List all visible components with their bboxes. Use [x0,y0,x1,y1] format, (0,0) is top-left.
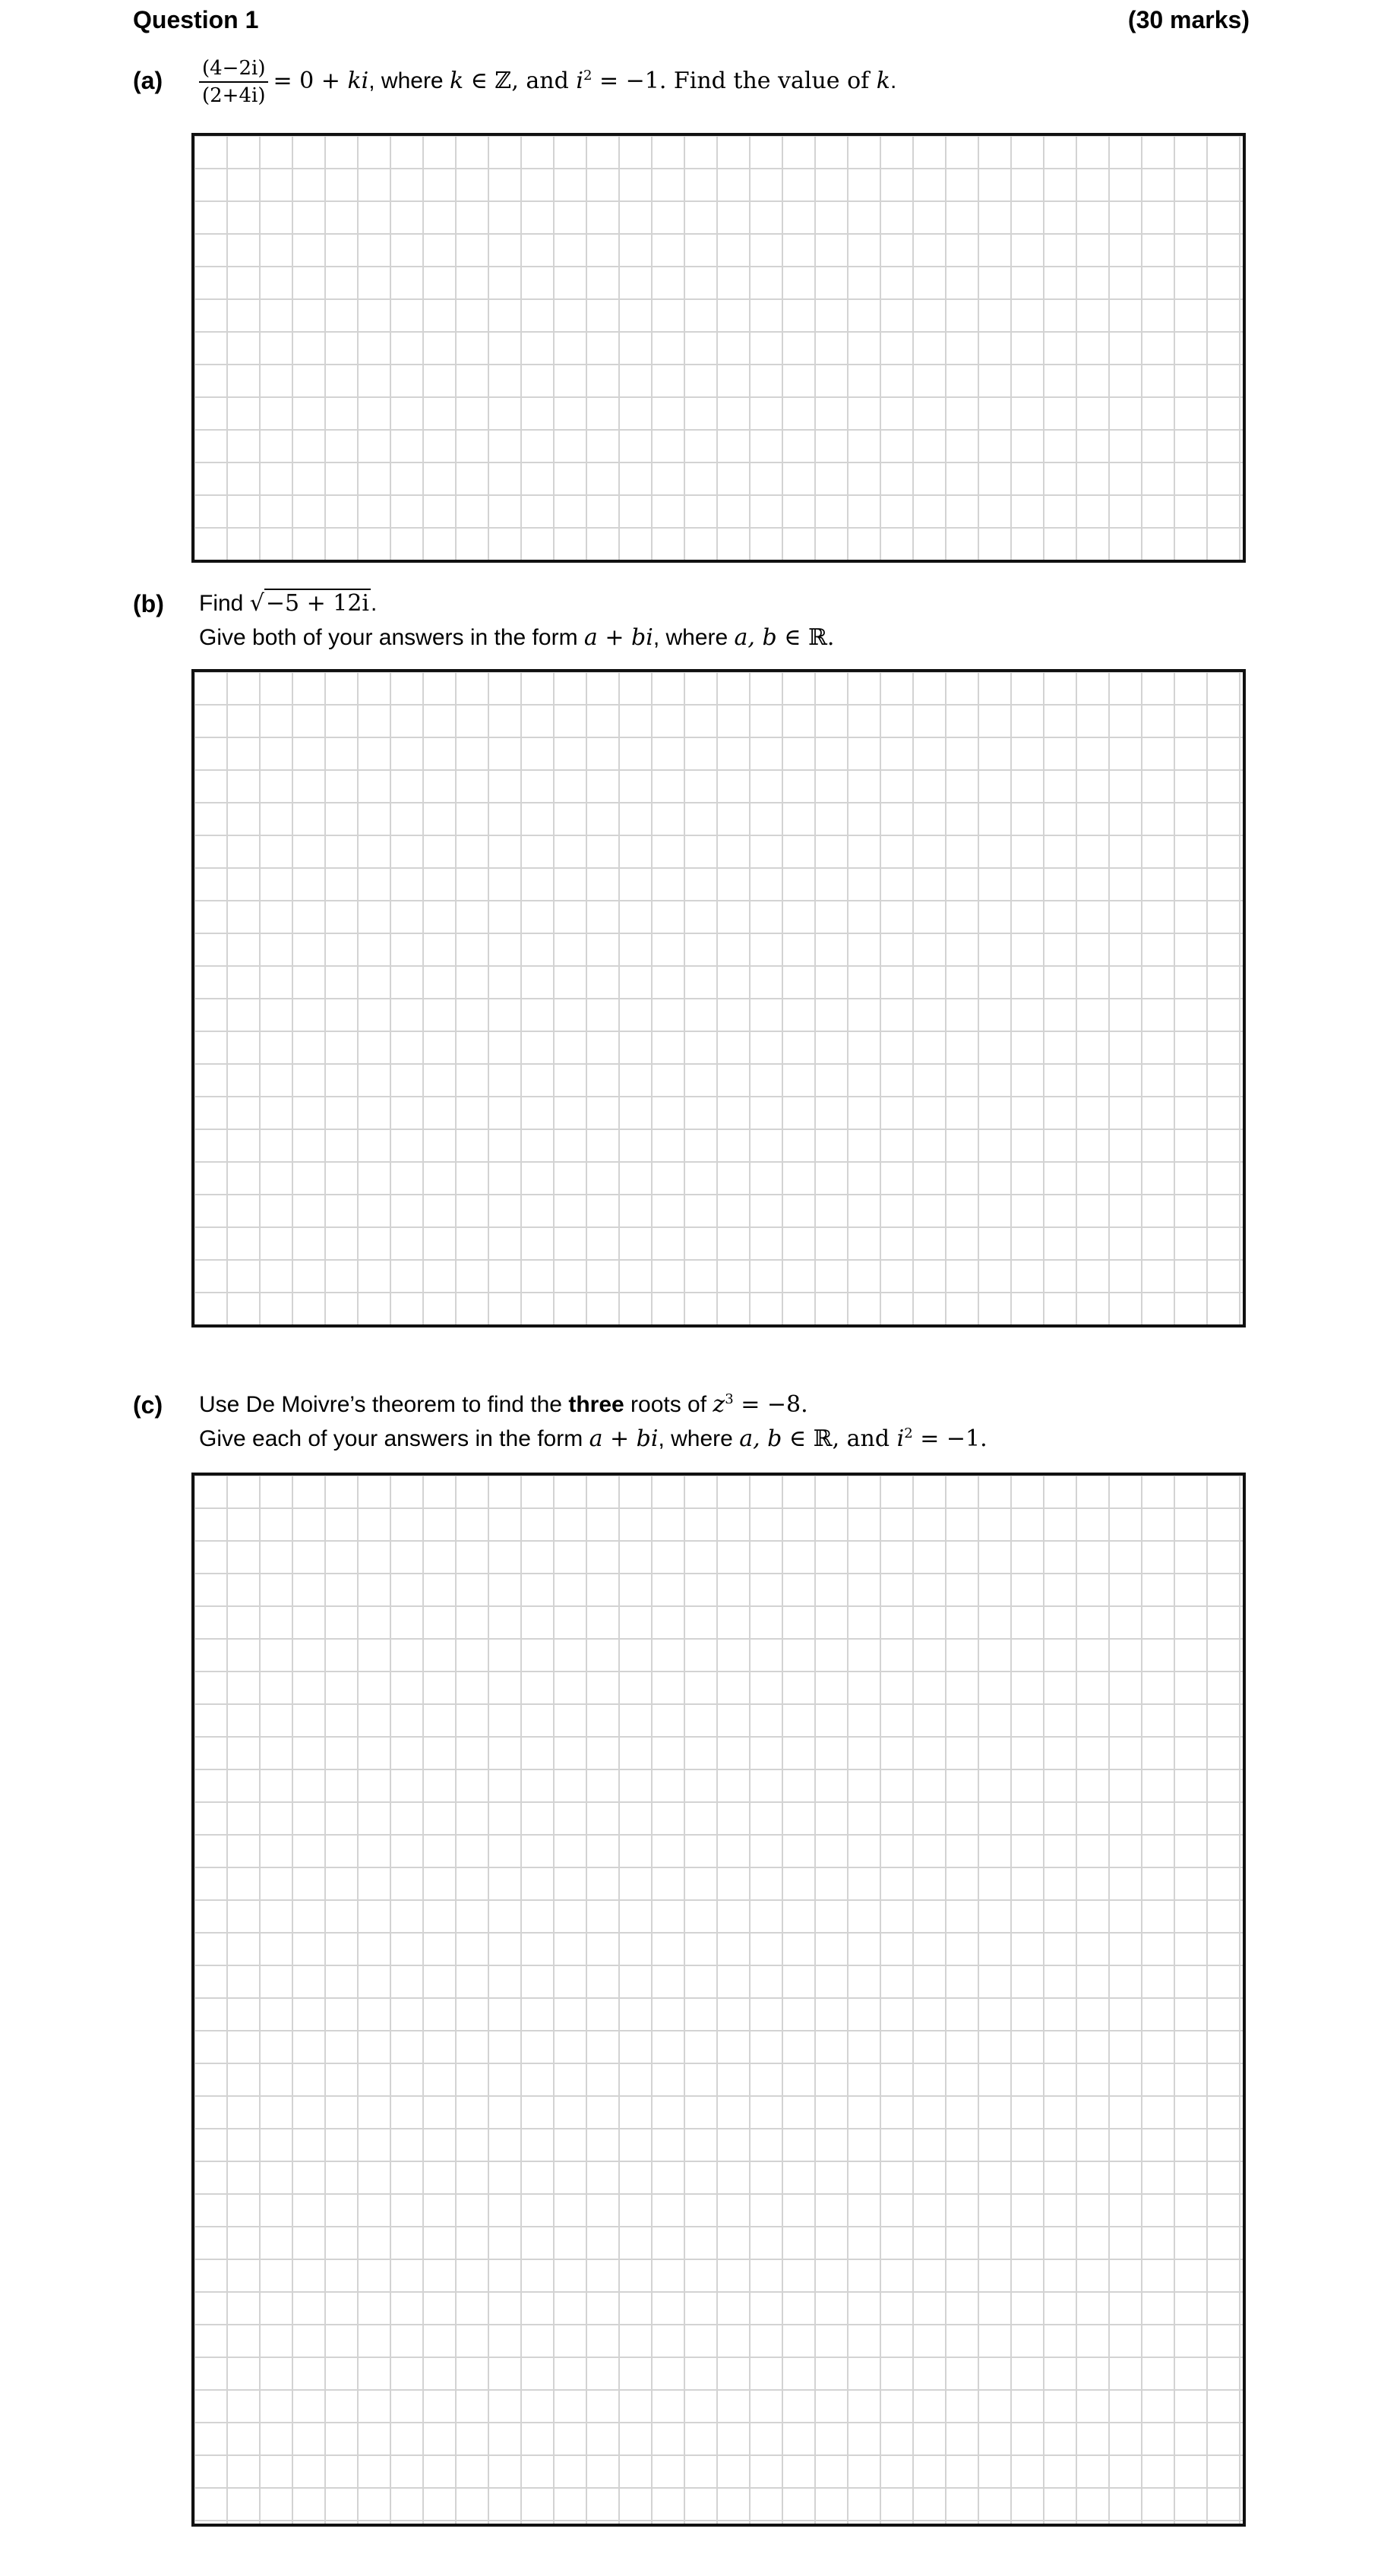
text-where: , where [653,625,735,650]
text-where: , where [368,68,450,93]
question-title: Question 1 [133,6,259,33]
text-end: . [371,591,378,616]
math-vars: a, b [739,1425,782,1452]
math-z: z [713,1391,725,1418]
math-vars: a, b [734,624,777,651]
radicand: −5 + 12i [265,590,370,617]
text-roots-of: roots of [624,1392,713,1417]
exponent: 2 [583,68,593,84]
text-set: ∈ ℝ. [776,624,835,651]
math-form: a + bi [589,1425,659,1452]
math-i: i [576,68,583,94]
square-root: √−5 + 12i [249,590,370,617]
text-instruction: Use De Moivre’s theorem to find the [199,1392,569,1417]
math-form: a + bi [583,624,653,651]
text-rest: = −1. Find the value of [592,68,877,94]
text-in-z: ∈ ℤ, and [463,68,577,94]
answer-box-c[interactable] [191,1473,1246,2527]
text-end: . [890,68,897,93]
text-set: ∈ ℝ, and [782,1425,897,1452]
text-where: , where [658,1426,740,1451]
text-instruction: Give each of your answers in the form [199,1426,589,1451]
part-a-label: (a) [133,67,163,94]
part-c-label: (c) [133,1391,163,1419]
answer-box-a[interactable] [191,133,1246,563]
part-c-line1 [199,1390,808,1420]
text-equation: = −8. [733,1391,808,1418]
answer-box-b[interactable] [191,669,1246,1327]
math-k: k [876,68,890,94]
part-a-question [199,47,896,115]
fraction-denominator: (2+4i) [202,84,266,108]
part-b-line2 [199,623,834,653]
exponent: 3 [725,1391,734,1407]
math-ki: ki [347,68,369,94]
part-b-line1 [199,589,377,619]
part-b-label: (b) [133,590,164,617]
fraction-numerator: (4−2i) [199,55,268,83]
part-c-line2 [199,1424,988,1454]
math-i: i [896,1425,905,1452]
equation-text: = 0 + [273,68,348,94]
exponent: 2 [904,1425,913,1441]
math-k: k [449,68,464,94]
text-bold-three: three [568,1392,624,1417]
text-instruction: Give both of your answers in the form [199,625,584,650]
text-find: Find [199,591,250,616]
question-marks: (30 marks) [1127,6,1250,33]
fraction [199,55,268,109]
text-end: = −1. [912,1425,988,1452]
